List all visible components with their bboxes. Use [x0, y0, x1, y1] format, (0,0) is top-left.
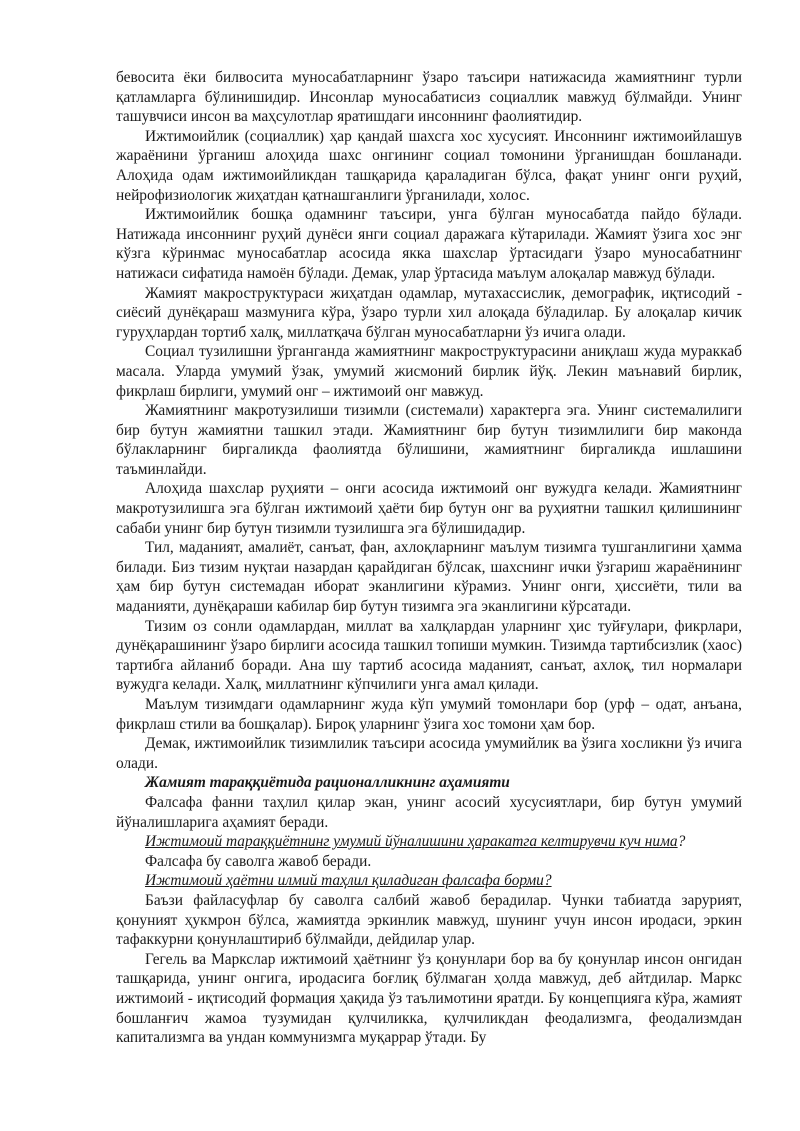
underlined-question: Ижтимоий ҳаётни илмий таҳлил қиладиган фалсафа борми? [145, 872, 552, 890]
paragraph: Ижтимоийлик (социаллик) ҳар қандай шахсга хос хусусият. Инсоннинг ижтимоийлашув жараёнини ўрганиш алоҳида шахс онгининг социал томонини ўрганишдан бошланади. Алоҳида одам ижтимоийликдан ташқарида қараладиган бўлса, фақат унинг онги руҳий, нейрофизиологик жиҳатдан қатнашганлиги ўрганилади, холос. [116, 127, 742, 204]
underlined-question: Ижтимоий тараққиётнинг умумий йўналишини ҳаракатга келтирувчи куч нима [145, 833, 678, 851]
paragraph: Тил, маданият, амалиёт, санъат, фан, ахлоқларнинг маълум тизимга тушганлигини ҳамма билади. Биз тизим нуқтаи назардан қарайдиган бўлсак, шахснинг ички ўзгариш жараёнининг ҳам бир бутун системадан иборат эканлигини кўрамиз. Унинг онги, ҳиссиёти, тили ва маданияти, дунёқараши кабилар бир бутун тизимга эга эканлигини кўрсатади. [116, 539, 742, 616]
paragraph: Жамиятнинг макротузилиши тизимли (системали) характерга эга. Унинг системалилиги бир бутун жамиятни ташкил этади. Жамиятнинг бир бутун тизимлилиги бир маконда бўлакларнинг биргаликда фаолиятда бўлишини, жамиятнинг биргаликда ишлашини таъминлайди. [116, 402, 742, 478]
document-page [116, 68, 742, 1048]
paragraph: Баъзи файласуфлар бу саволга салбий жавоб берадилар. Чунки табиатда зарурият, қонуният ҳукмрон бўлса, жамиятда эркинлик мавжуд, шунинг учун инсон иродаси, эркин тафаккурни қонунлаштириб бўлмайди, дейдилар улар. [116, 891, 742, 949]
paragraph: Социал тузилишни ўрганганда жамиятнинг макроструктурасини аниқлаш жуда мураккаб масала. Уларда умумий ўзак, умумий жисмоний бирлик йўқ. Лекин маънавий бирлик, фикрлаш бирлиги, умумий онг – ижтимоий онг мавжуд. [116, 343, 742, 400]
paragraph: Гегель ва Маркслар ижтимоий ҳаётнинг ўз қонунлари бор ва бу қонунлар инсон онгидан ташқарида, унинг онгига, иродасига боғлиқ бўлмаган ҳолда мавжуд, деб айтдилар. Маркс ижтимоий - иқтисодий формация ҳақида ўз таълимотини яратди. Бу концепцияга кўра, жамият бошланғич жамоа тузумидан қулчиликка, қулчиликдан феодализмга, феодализмдан капитализмга ва ундан коммунизмга муқаррар ўтади. Бу [116, 950, 742, 1047]
paragraph: Демак, ижтимоийлик тизимлилик таъсири асосида умумийлик ва ўзига хосликни ўз ичига олади. [116, 735, 742, 772]
paragraph: Алоҳида шахслар руҳияти – онги асосида ижтимоий онг вужудга келади. Жамиятнинг макротузилишга эга бўлган ижтимоий ҳаёти бир бутун онг ва руҳиятни ташкил қилишининг сабаби унинг бир бутун тизимли тузилишга эга бўлишидадир. [116, 480, 742, 537]
question-mark: ? [677, 833, 686, 851]
paragraph: Фалсафа бу саволга жавоб беради. [145, 852, 372, 870]
paragraph: Жамият макроструктураси жиҳатдан одамлар, мутахассислик, демографик, иқтисодий - сиёсий дунёқараш мазмунига кўра, ўзаро турли хил алоқада бўладилар. Бу алоқалар кичик гуруҳлардан тортиб халқ, миллатқача бўлган муносабатларни ўз ичига олади. [116, 284, 742, 341]
paragraph: Ижтимоийлик бошқа одамнинг таъсири, унга бўлган муносабатда пайдо бўлади. Натижада инсоннинг руҳий дунёси янги социал даражага кўтарилади. Жамият ўзига хос энг кўзга кўринмас муносабатлар асосида якка шахслар ўртасидаги ўзаро муносабатнинг натижаси сифатида намоён бўлади. Демак, улар ўртасида маълум алоқалар мавжуд бўлади. [116, 206, 742, 282]
paragraph: Тизим оз сонли одамлардан, миллат ва халқлардан уларнинг ҳис туйғулари, фикрлари, дунёқарашининг ўзаро бирлиги асосида ташкил топиши мумкин. Тизимда тартибсизлик (хаос) тартибга айланиб боради. Ана шу тартиб асосида маданият, санъат, ахлоқ, тил нормалари вужудга келади. Халқ, миллатнинг кўпчилиги унга амал қилади. [116, 617, 742, 694]
paragraph: бевосита ёки билвосита муносабатларнинг ўзаро таъсири натижасида жамиятнинг турли қатламларга бўлинишидир. Инсонлар муносабатисиз социаллик мавжуд бўлмайди. Унинг ташувчиси инсон ва маҳсулотлар яратишдаги инсоннинг фаолиятидир. [116, 69, 742, 126]
section-heading: Жамият тараққиётида рационалликнинг аҳамияти [145, 774, 510, 792]
question-line [116, 871, 742, 891]
paragraph: Фалсафа фанни таҳлил қилар экан, унинг асосий хусусиятлари, бир бутун умумий йўналишларига аҳамият беради. [116, 793, 742, 831]
question-line [116, 832, 742, 852]
paragraph: Маълум тизимдаги одамларнинг жуда кўп умумий томонлари бор (урф – одат, анъана, фикрлаш стили ва бошқалар). Бироқ уларнинг ўзига хос томони ҳам бор. [116, 696, 742, 733]
